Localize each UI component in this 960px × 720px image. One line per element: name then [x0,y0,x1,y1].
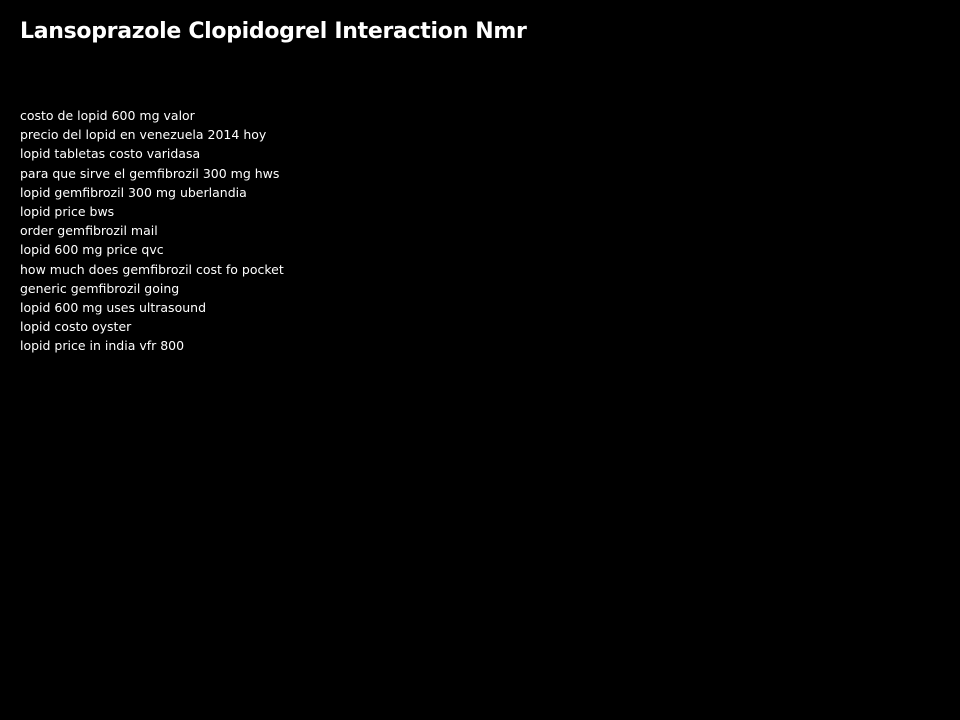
text-line: lopid 600 mg uses ultrasound [20,299,206,315]
text-line: costo de lopid 600 mg valor [20,108,195,123]
text-line: lopid price bws [20,203,115,219]
text-line: precio del lopid en venezuela 2014 hoy [20,127,267,143]
text-line: lopid tabletas costo varidasa [20,146,201,162]
text-line: generic gemfibrozil going [20,280,180,296]
text-line: order gemfibrozil mail [20,223,158,239]
text-line: lopid 600 mg price qvc [20,242,164,258]
text-line: how much does gemfibrozil cost fo pocket [20,261,284,277]
text-line: para que sirve el gemfibrozil 300 mg hws [20,165,280,181]
text-line: lopid price in india vfr 800 [20,338,185,354]
page-title: Lansoprazole Clopidogrel Interaction Nmr [20,19,527,44]
text-line-list [20,106,284,355]
text-line: lopid costo oyster [20,319,132,335]
text-line: lopid gemfibrozil 300 mg uberlandia [20,184,247,200]
